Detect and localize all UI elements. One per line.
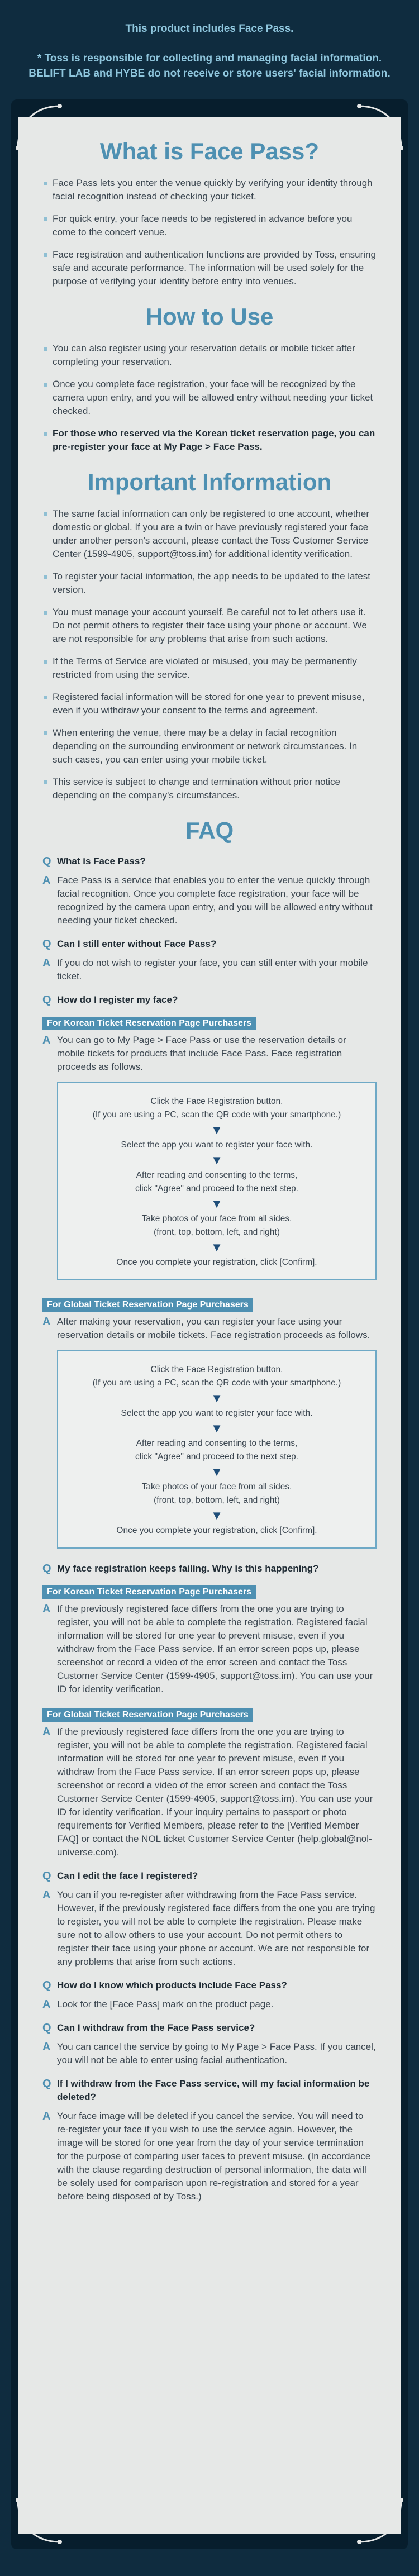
global-purchasers-tag: For Global Ticket Reservation Page Purchasers xyxy=(42,1298,253,1312)
faq-answer: A If the previously registered face differs from the one you are trying to register, you will not be able to complete the registration. Registered facial information will be stored for one year to prevent misuse, even if you withdraw from the Face Pass service. If an error screen pops up, please screenshot or record a video of the error screen and contact the Toss Customer Service Center (1599-4905, support@toss.im). You can use your ID for identity verification. If your inquiry pertains to passport or photo requirements for Verified Members, please refer to the [Verified Member FAQ] or contact the NOL ticket Customer Service Center (help.global@nol-universe.com). xyxy=(42,1726,373,1858)
list-item: The same facial information can only be registered to one account, whether domestic or global. If you are a twin or have previously registered your face under another person's account, please contact the Toss Customer Service Center (1599-4905, support@toss.im) for additional identity verification. xyxy=(42,507,377,561)
how-list xyxy=(42,342,377,454)
faq-question: Q Can I still enter without Face Pass? xyxy=(42,938,217,950)
notice-line-1: This product includes Face Pass. xyxy=(125,23,294,35)
list-item: Once you complete face registration, your face will be recognized by the camera upon entry, and you will be allowed entry without needing your ticket checked. xyxy=(42,378,377,418)
notice-line-3: BELIFT LAB and HYBE do not receive or store users' facial information. xyxy=(28,68,391,79)
corner-ornament-icon xyxy=(356,2497,407,2548)
faq-answer: A You can go to My Page > Face Pass or use the reservation details or mobile tickets for products that include Face Pass. Face registration proceeds as follows. xyxy=(42,1034,346,1072)
global-purchasers-tag: For Global Ticket Reservation Page Purchasers xyxy=(42,1708,253,1722)
faq-question: Q What is Face Pass? xyxy=(42,855,146,868)
list-item: You must manage your account yourself. Be careful not to let others use it. Do not permit others to register their face using your phone or account. We are not responsible for any problems that arise from such actions. xyxy=(42,606,377,646)
arrow-down-icon: ▼ xyxy=(211,1391,223,1405)
notice-line-2: * Toss is responsible for collecting and managing facial information. xyxy=(37,53,382,64)
arrow-down-icon: ▼ xyxy=(211,1153,223,1167)
list-item: To register your facial information, the app needs to be updated to the latest version. xyxy=(42,570,377,597)
content-panel xyxy=(18,117,401,2534)
list-item: Registered facial information will be stored for one year to prevent misuse, even if you withdraw your consent to the terms and agreement. xyxy=(42,691,377,717)
registration-steps-box: Click the Face Registration button. (If you are using a PC, scan the QR code with your smartphone.) ▼ Select the app you want to register your face with. ▼ After reading and consenting to the terms, click "Agree" and proceed to the next step. ▼ Take photos of your face from all sides. (front, top, bottom, left, and right) ▼ Once you complete your registration, click [Confirm]. xyxy=(57,1082,377,1280)
faq-question: Q Can I edit the face I registered? xyxy=(42,1870,198,1882)
list-item: For those who reserved via the Korean ticket reservation page, you can pre-register your face at My Page > Face Pass. xyxy=(42,427,377,454)
faq-question: Q Can I withdraw from the Face Pass service? xyxy=(42,2022,255,2034)
faq-answer: A If you do not wish to register your face, you can still enter with your mobile ticket. xyxy=(42,957,368,982)
list-item: Face Pass lets you enter the venue quickly by verifying your identity through facial recognition instead of checking your ticket. xyxy=(42,177,377,203)
corner-ornament-icon xyxy=(12,2497,63,2548)
arrow-down-icon: ▼ xyxy=(211,1240,223,1254)
arrow-down-icon: ▼ xyxy=(211,1421,223,1435)
arrow-down-icon: ▼ xyxy=(211,1465,223,1479)
arrow-down-icon: ▼ xyxy=(211,1508,223,1522)
faq-answer: A You can if you re-register after withdrawing from the Face Pass service. However, if the previously registered face differs from the one you are trying to register, you will not be able to complete the registration. Please make sure not to allow others to use your account. Do not permit others to register their face using your phone or account. We are not responsible for any problems that arise from such actions. xyxy=(42,1889,375,1967)
faq-answer: A Your face image will be deleted if you cancel the service. You will need to re-register your face if you wish to use the service again. However, the image will be stored for one year from the day of your service termination for the purpose of comparing user faces to prevent misuse. (In accordance with the clause regarding destruction of personal information, the data will be solely used for comparison upon re-registration and stored for a year before being disposed of by Toss.) xyxy=(42,2110,371,2202)
what-title: What is Face Pass? xyxy=(99,138,320,164)
list-item: When entering the venue, there may be a delay in facial recognition depending on the surrounding environment or network circumstances. In such cases, you can enter using your mobile ticket. xyxy=(42,726,377,766)
how-title: How to Use xyxy=(145,303,274,330)
list-item: This service is subject to change and termination without prior notice depending on the company's circumstances. xyxy=(42,775,377,802)
arrow-down-icon: ▼ xyxy=(211,1123,223,1137)
faq-answer: A Look for the [Face Pass] mark on the product page. xyxy=(42,1998,274,2011)
faq-question: Q How do I know which products include Face Pass? xyxy=(42,1979,287,1992)
faq-title: FAQ xyxy=(185,817,234,844)
list-item: If the Terms of Service are violated or misused, you may be permanently restricted from using the service. xyxy=(42,655,377,682)
korean-purchasers-tag: For Korean Ticket Reservation Page Purchasers xyxy=(42,1017,256,1030)
registration-steps-box: Click the Face Registration button. (If you are using a PC, scan the QR code with your smartphone.) ▼ Select the app you want to register your face with. ▼ After reading and consenting to the terms, click "Agree" and proceed to the next step. ▼ Take photos of your face from all sides. (front, top, bottom, left, and right) ▼ Once you complete your registration, click [Confirm]. xyxy=(57,1350,377,1549)
faq-answer: A After making your reservation, you can register your face using your reservation details or mobile tickets. Face registration proceeds as follows. xyxy=(42,1316,370,1340)
list-item: Face registration and authentication functions are provided by Toss, ensuring safe and accurate performance. The information will be used solely for the purpose of verifying your identity before entry into venues. xyxy=(42,248,377,288)
faq-question: Q If I withdraw from the Face Pass service, will my facial information be deleted? xyxy=(42,2078,370,2102)
korean-purchasers-tag: For Korean Ticket Reservation Page Purchasers xyxy=(42,1585,256,1599)
faq-answer: A You can cancel the service by going to My Page > Face Pass. If you cancel, you will not be able to enter using facial authentication. xyxy=(42,2041,376,2065)
faq-answer: A If the previously registered face differs from the one you are trying to register, you will not be able to complete the registration. Registered facial information will be stored for one year to prevent misuse, even if you withdraw from the Face Pass service. If an error screen pops up, please screenshot or record a video of the error screen and contact the Toss Customer Service Center (1599-4905, support@toss.im). You can use your ID for identity verification. xyxy=(42,1603,373,1694)
important-title: Important Information xyxy=(87,469,332,495)
faq-question: Q How do I register my face? xyxy=(42,994,178,1006)
arrow-down-icon: ▼ xyxy=(211,1197,223,1211)
important-list xyxy=(42,507,377,802)
what-list xyxy=(42,177,377,288)
list-item: For quick entry, your face needs to be registered in advance before you come to the concert venue. xyxy=(42,212,377,239)
faq-question: Q My face registration keeps failing. Why is this happening? xyxy=(42,1563,319,1575)
top-notice xyxy=(0,0,419,98)
faq-answer: A Face Pass is a service that enables you to enter the venue quickly through facial recognition. Once you complete face registration, your face will be recognized by the camera upon entry, and you will be allowed entry without needing your ticket checked. xyxy=(42,874,373,926)
list-item: You can also register using your reservation details or mobile ticket after completing your reservation. xyxy=(42,342,377,369)
